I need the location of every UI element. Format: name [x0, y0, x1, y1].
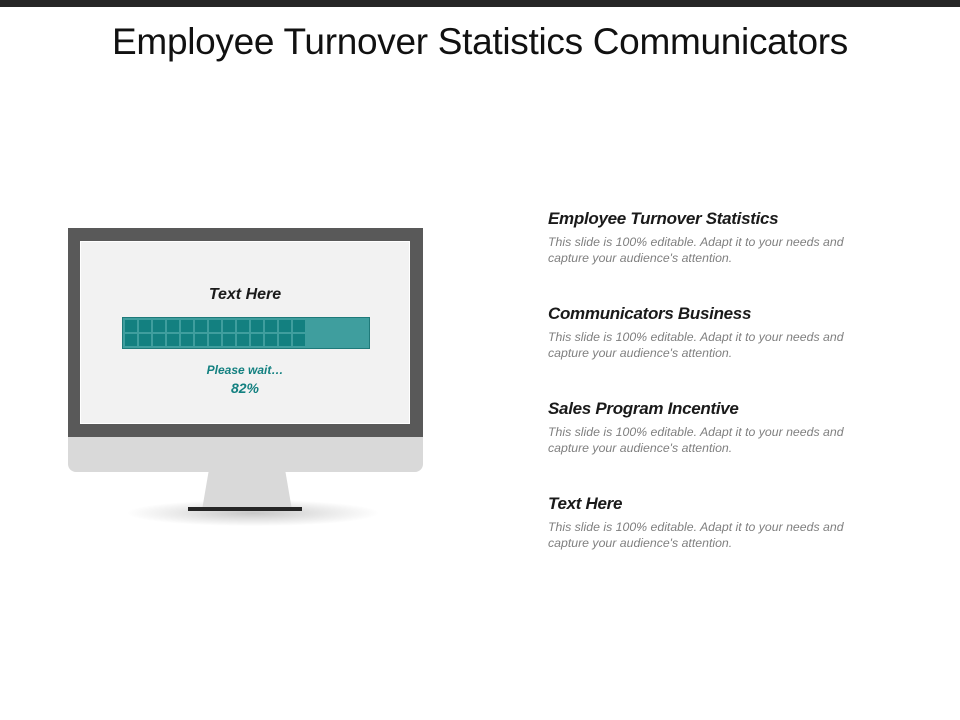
list-item: [548, 398, 888, 493]
list-item: [548, 208, 888, 303]
progress-block: [153, 320, 165, 332]
progress-block: [139, 320, 151, 332]
progress-block: [223, 320, 235, 332]
monitor-chin: [68, 437, 423, 472]
progress-block: [209, 334, 221, 346]
item-text: This slide is 100% editable. Adapt it to your needs and capture your audience's attention.: [548, 330, 844, 360]
percent-label: 82%: [230, 380, 260, 396]
progress-fill: [125, 320, 305, 346]
item-text: This slide is 100% editable. Adapt it to your needs and capture your audience's attention.: [548, 235, 844, 265]
progress-block: [209, 320, 221, 332]
item-text: This slide is 100% editable. Adapt it to your needs and capture your audience's attention.: [548, 425, 844, 455]
progress-block: [293, 320, 305, 332]
progress-block: [279, 320, 291, 332]
progress-block: [237, 320, 249, 332]
progress-block: [251, 334, 263, 346]
progress-block: [251, 320, 263, 332]
list-item: [548, 303, 888, 398]
progress-block: [139, 334, 151, 346]
progress-block: [293, 334, 305, 346]
progress-block: [265, 320, 277, 332]
progress-block: [167, 320, 179, 332]
progress-block: [181, 320, 193, 332]
monitor-stand: [202, 468, 292, 510]
item-heading: Text Here: [548, 494, 623, 513]
list-item: [548, 493, 888, 588]
slide-title: Employee Turnover Statistics Communicators: [112, 21, 848, 62]
item-heading: Employee Turnover Statistics: [548, 209, 779, 228]
progress-block: [181, 334, 193, 346]
wait-label: Please wait…: [206, 363, 284, 377]
progress-block: [125, 334, 137, 346]
item-text: This slide is 100% editable. Adapt it to your needs and capture your audience's attention.: [548, 520, 844, 550]
progress-block: [153, 334, 165, 346]
progress-block: [265, 334, 277, 346]
monitor-base: [188, 507, 302, 511]
monitor-screen: [80, 241, 410, 424]
item-heading: Communicators Business: [548, 304, 752, 323]
item-list: [548, 208, 888, 588]
progress-block: [279, 334, 291, 346]
progress-block: [167, 334, 179, 346]
progress-block: [223, 334, 235, 346]
top-bar: [0, 0, 960, 7]
screen-title: Text Here: [208, 286, 282, 303]
item-heading: Sales Program Incentive: [548, 399, 739, 418]
progress-block: [195, 320, 207, 332]
progress-bar: [122, 317, 370, 349]
progress-block: [125, 320, 137, 332]
progress-block: [237, 334, 249, 346]
progress-block: [195, 334, 207, 346]
